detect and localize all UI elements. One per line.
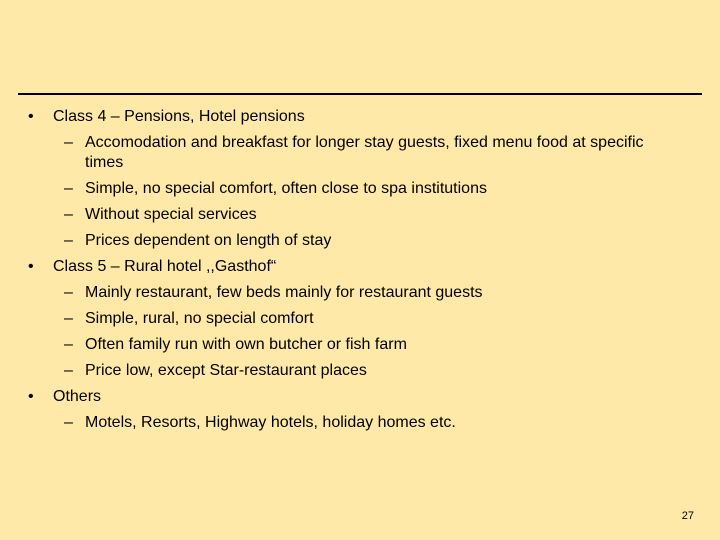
bullet-item-label: Class 4 – Pensions, Hotel pensions bbox=[53, 108, 305, 125]
sub-item bbox=[22, 306, 702, 332]
sub-item-text: Simple, no special comfort, often close to spa institutions bbox=[85, 180, 487, 197]
dash-icon: – bbox=[64, 414, 73, 431]
sub-item-text: Motels, Resorts, Highway hotels, holiday homes etc. bbox=[85, 414, 456, 431]
sub-item bbox=[22, 410, 702, 436]
dash-icon: – bbox=[64, 362, 73, 379]
sub-item bbox=[22, 202, 702, 228]
bullet-item-label: Others bbox=[53, 388, 102, 405]
page-number: 27 bbox=[681, 510, 694, 522]
sub-item-text: Without special services bbox=[85, 206, 257, 223]
bullet-item-label: Class 5 – Rural hotel ,,Gasthof“ bbox=[53, 258, 277, 275]
bullet-icon: • bbox=[28, 388, 34, 405]
sub-item bbox=[22, 228, 702, 254]
bullet-icon: • bbox=[28, 108, 34, 125]
dash-icon: – bbox=[64, 206, 73, 223]
sub-item-text: Price low, except Star-restaurant places bbox=[85, 362, 367, 379]
sub-item-text: Often family run with own butcher or fish farm bbox=[85, 336, 407, 353]
dash-icon: – bbox=[64, 284, 73, 301]
bullet-item-class-5 bbox=[22, 254, 702, 280]
bullet-item-class-4 bbox=[22, 104, 702, 130]
sub-item-text: Mainly restaurant, few beds mainly for restaurant guests bbox=[85, 284, 483, 301]
dash-icon: – bbox=[64, 180, 73, 197]
sub-item bbox=[22, 176, 702, 202]
sub-item bbox=[22, 280, 702, 306]
sub-item-text: Simple, rural, no special comfort bbox=[85, 310, 314, 327]
dash-icon: – bbox=[64, 134, 73, 151]
sub-item bbox=[22, 130, 702, 176]
dash-icon: – bbox=[64, 310, 73, 327]
title-divider-line bbox=[18, 93, 702, 95]
sub-item bbox=[22, 332, 702, 358]
sub-item-text: Prices dependent on length of stay bbox=[85, 232, 332, 249]
bullet-icon: • bbox=[28, 258, 34, 275]
dash-icon: – bbox=[64, 336, 73, 353]
sub-item bbox=[22, 358, 702, 384]
dash-icon: – bbox=[64, 232, 73, 249]
bullet-list bbox=[22, 104, 702, 436]
sub-item-text: Accomodation and breakfast for longer stay guests, fixed menu food at specific times bbox=[85, 134, 644, 171]
bullet-item-others bbox=[22, 384, 702, 410]
